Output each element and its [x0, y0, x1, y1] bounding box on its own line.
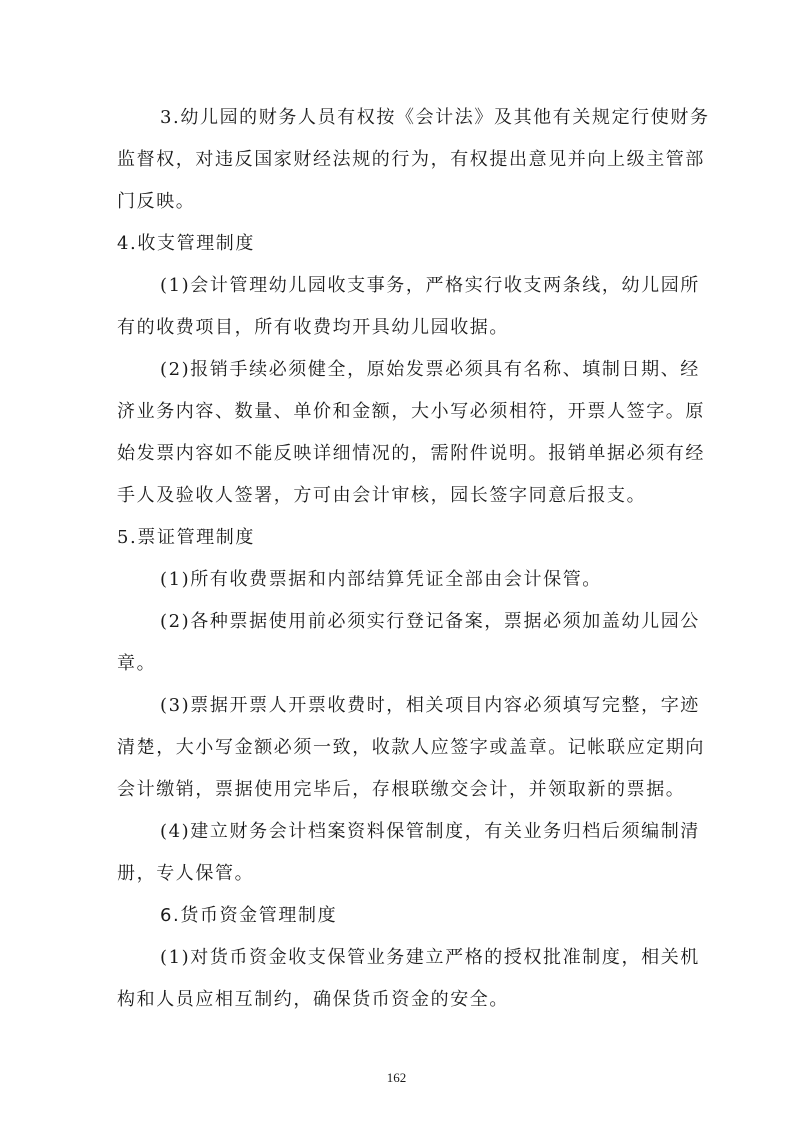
section-heading: 4.收支管理制度 — [117, 233, 255, 254]
paragraph-line: (2)报销手续必须健全，原始发票必须具有名称、填制日期、经 — [160, 359, 700, 380]
paragraph-line: 济业务内容、数量、单价和金额，大小写必须相符，开票人签字。原 — [117, 401, 705, 422]
paragraph-line: 3.幼儿园的财务人员有权按《会计法》及其他有关规定行使财务 — [160, 107, 710, 128]
paragraph-line: 手人及验收人签署，方可由会计审核，园长签字同意后报支。 — [117, 485, 647, 506]
paragraph-line: 门反映。 — [117, 191, 196, 212]
paragraph-line: 监督权，对违反国家财经法规的行为，有权提出意见并向上级主管部 — [117, 149, 705, 170]
paragraph-line: (3)票据开票人开票收费时，相关项目内容必须填写完整，字迹 — [160, 695, 700, 716]
paragraph-line: 会计缴销，票据使用完毕后，存根联缴交会计，并领取新的票据。 — [117, 779, 686, 800]
paragraph-line: (1)会计管理幼儿园收支事务，严格实行收支两条线，幼儿园所 — [160, 275, 700, 296]
paragraph-line: 章。 — [117, 653, 157, 674]
page-number: 162 — [386, 1070, 407, 1085]
paragraph-line: (1)对货币资金收支保管业务建立严格的授权批准制度，相关机 — [160, 947, 700, 968]
paragraph-line: 始发票内容如不能反映详细情况的，需附件说明。报销单据必须有经 — [117, 443, 705, 464]
paragraph-line: (1)所有收费票据和内部结算凭证全部由会计保管。 — [160, 569, 602, 590]
paragraph-line: 构和人员应相互制约，确保货币资金的安全。 — [117, 989, 509, 1010]
paragraph-line: (4)建立财务会计档案资料保管制度，有关业务归档后须编制清 — [160, 821, 700, 842]
section-heading: 6.货币资金管理制度 — [160, 905, 338, 926]
section-heading: 5.票证管理制度 — [117, 527, 255, 548]
paragraph-line: 册，专人保管。 — [117, 863, 255, 884]
paragraph-line: 有的收费项目，所有收费均开具幼儿园收据。 — [117, 317, 509, 338]
paragraph-line: (2)各种票据使用前必须实行登记备案，票据必须加盖幼儿园公 — [160, 611, 700, 632]
paragraph-line: 清楚，大小写金额必须一致，收款人应签字或盖章。记帐联应定期向 — [117, 737, 705, 758]
